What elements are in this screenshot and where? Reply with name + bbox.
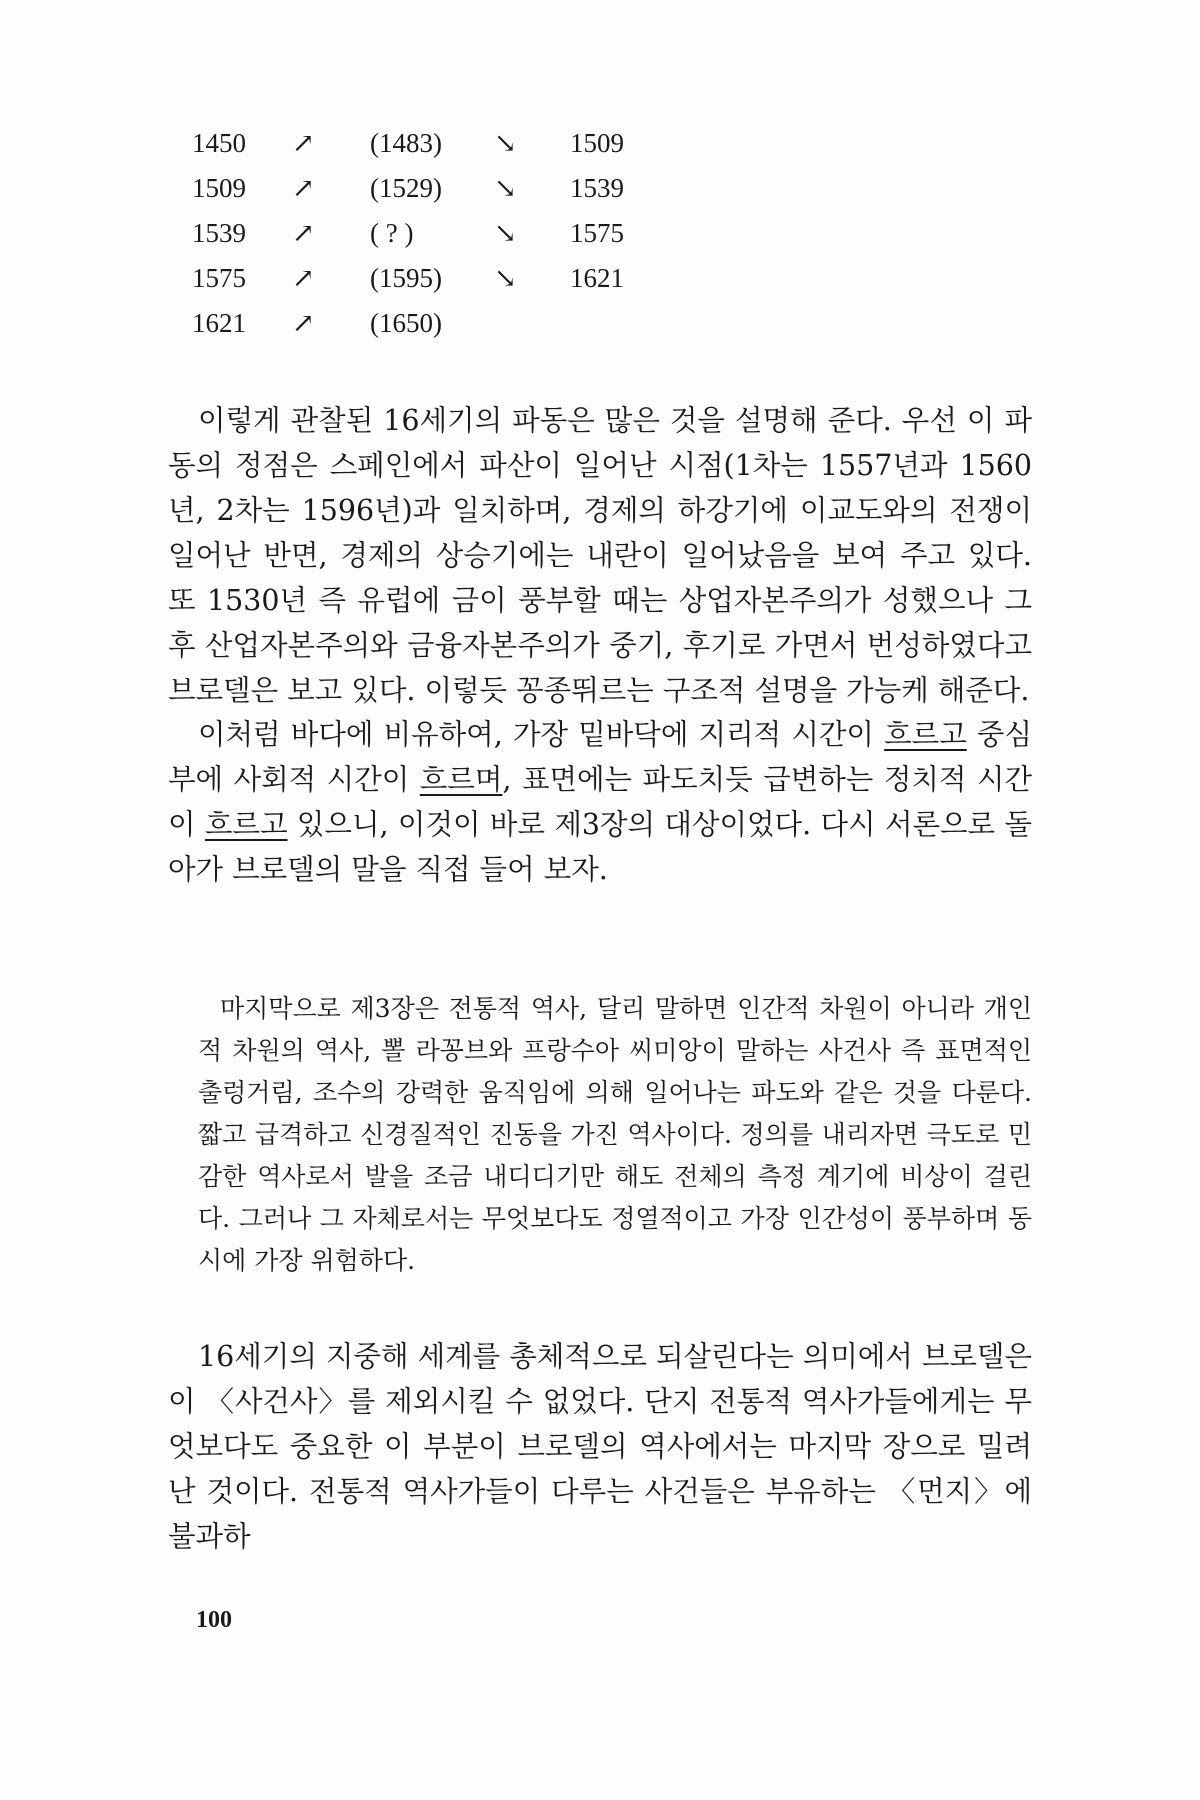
page-number: 100 xyxy=(196,1607,232,1633)
up-arrow-icon: ↗ xyxy=(292,263,315,293)
text-run: 이처럼 바다에 비유하여, 가장 밑바닥에 지리적 시간이 xyxy=(198,718,885,751)
cycle-end-year: 1575 xyxy=(570,218,624,248)
text-run: 중심부에 사회적 시간이 xyxy=(168,718,1032,796)
up-arrow-icon: ↗ xyxy=(292,128,315,158)
body-paragraph-cycles: 이렇게 관찰된 16세기의 파동은 많은 것을 설명해 준다. 우선 이 파동의 정점은 스페인에서 파산이 일어난 시점(1차는 1557년과 1560년, 2차는 1596년)과 일치하며, 경제의 하강기에 이교도와의 전쟁이 일어난 반면, 경제의 상승기에는 내란이 일어났음을 보여 주고 있다. 또 1530년 즉 유럽에 금이 풍부할 때는 상업자본주의가 성했으나 그 후 산업자본주의와 금융자본주의가 중기, 후기로 가면서 번성하였다고 브로델은 보고 있다. 이렇듯 꽁종뛰르는 구조적 설명을 가능케 해준다. xyxy=(168,404,1032,707)
down-arrow-icon: ↘ xyxy=(494,128,517,158)
cycle-start-year: 1575 xyxy=(192,263,246,293)
body-paragraph-event-history: 16세기의 지중해 세계를 총체적으로 되살린다는 의미에서 브로델은 이 〈사건사〉를 제외시킬 수 없었다. 단지 전통적 역사가들에게는 무엇보다도 중요한 이 부분이 브로델의 역사에서는 마지막 장으로 밀려난 것이다. 전통적 역사가들이 다루는 사건들은 부유하는 〈먼지〉에 불과하 xyxy=(168,1340,1032,1553)
underlined-word: 흐르며 xyxy=(419,763,503,796)
down-arrow-icon: ↘ xyxy=(494,218,517,248)
text-run: 있으니, 이것이 바로 제3장의 대상이었다. 다시 서론으로 돌아가 브로델의 말을 직접 들어 보자. xyxy=(168,808,1032,886)
cycle-end-year: 1539 xyxy=(570,173,624,203)
block-quote: 마지막으로 제3장은 전통적 역사, 달리 말하면 인간적 차원이 아니라 개인적 차원의 역사, 뽈 라꽁브와 프랑수아 씨미앙이 말하는 사건사 즉 표면적인 출렁거림, 조수의 강력한 움직임에 의해 일어나는 파도와 같은 것을 다룬다. 짧고 급격하고 신경질적인 진동을 가진 역사이다. 정의를 내리자면 극도로 민감한 역사로서 발을 조금 내디디기만 해도 전체의 측정 계기에 비상이 걸린다. 그러나 그 자체로서는 무엇보다도 정열적이고 가장 인간성이 풍부하며 동시에 가장 위험하다. xyxy=(198,994,1032,1275)
down-arrow-icon: ↘ xyxy=(494,263,517,293)
cycle-start-year: 1621 xyxy=(192,308,246,338)
text-run: , 표면에는 파도치듯 급변하는 정치적 시간이 xyxy=(168,763,1032,841)
cycle-peak-year: (1483) xyxy=(370,128,442,158)
cycle-end-year: 1509 xyxy=(570,128,624,158)
underlined-word: 흐르고 xyxy=(204,808,288,841)
cycle-start-year: 1450 xyxy=(192,128,246,158)
cycle-peak-year: ( ? ) xyxy=(370,218,414,248)
up-arrow-icon: ↗ xyxy=(292,308,315,338)
cycle-end-year: 1621 xyxy=(570,263,624,293)
up-arrow-icon: ↗ xyxy=(292,218,315,248)
cycle-peak-year: (1650) xyxy=(370,308,442,338)
body-paragraph-time-layers xyxy=(168,712,1032,892)
cycle-start-year: 1539 xyxy=(192,218,246,248)
up-arrow-icon: ↗ xyxy=(292,173,315,203)
cycle-peak-year: (1595) xyxy=(370,263,442,293)
cycle-peak-year: (1529) xyxy=(370,173,442,203)
down-arrow-icon: ↘ xyxy=(494,173,517,203)
cycle-start-year: 1509 xyxy=(192,173,246,203)
underlined-word: 흐르고 xyxy=(884,718,967,751)
